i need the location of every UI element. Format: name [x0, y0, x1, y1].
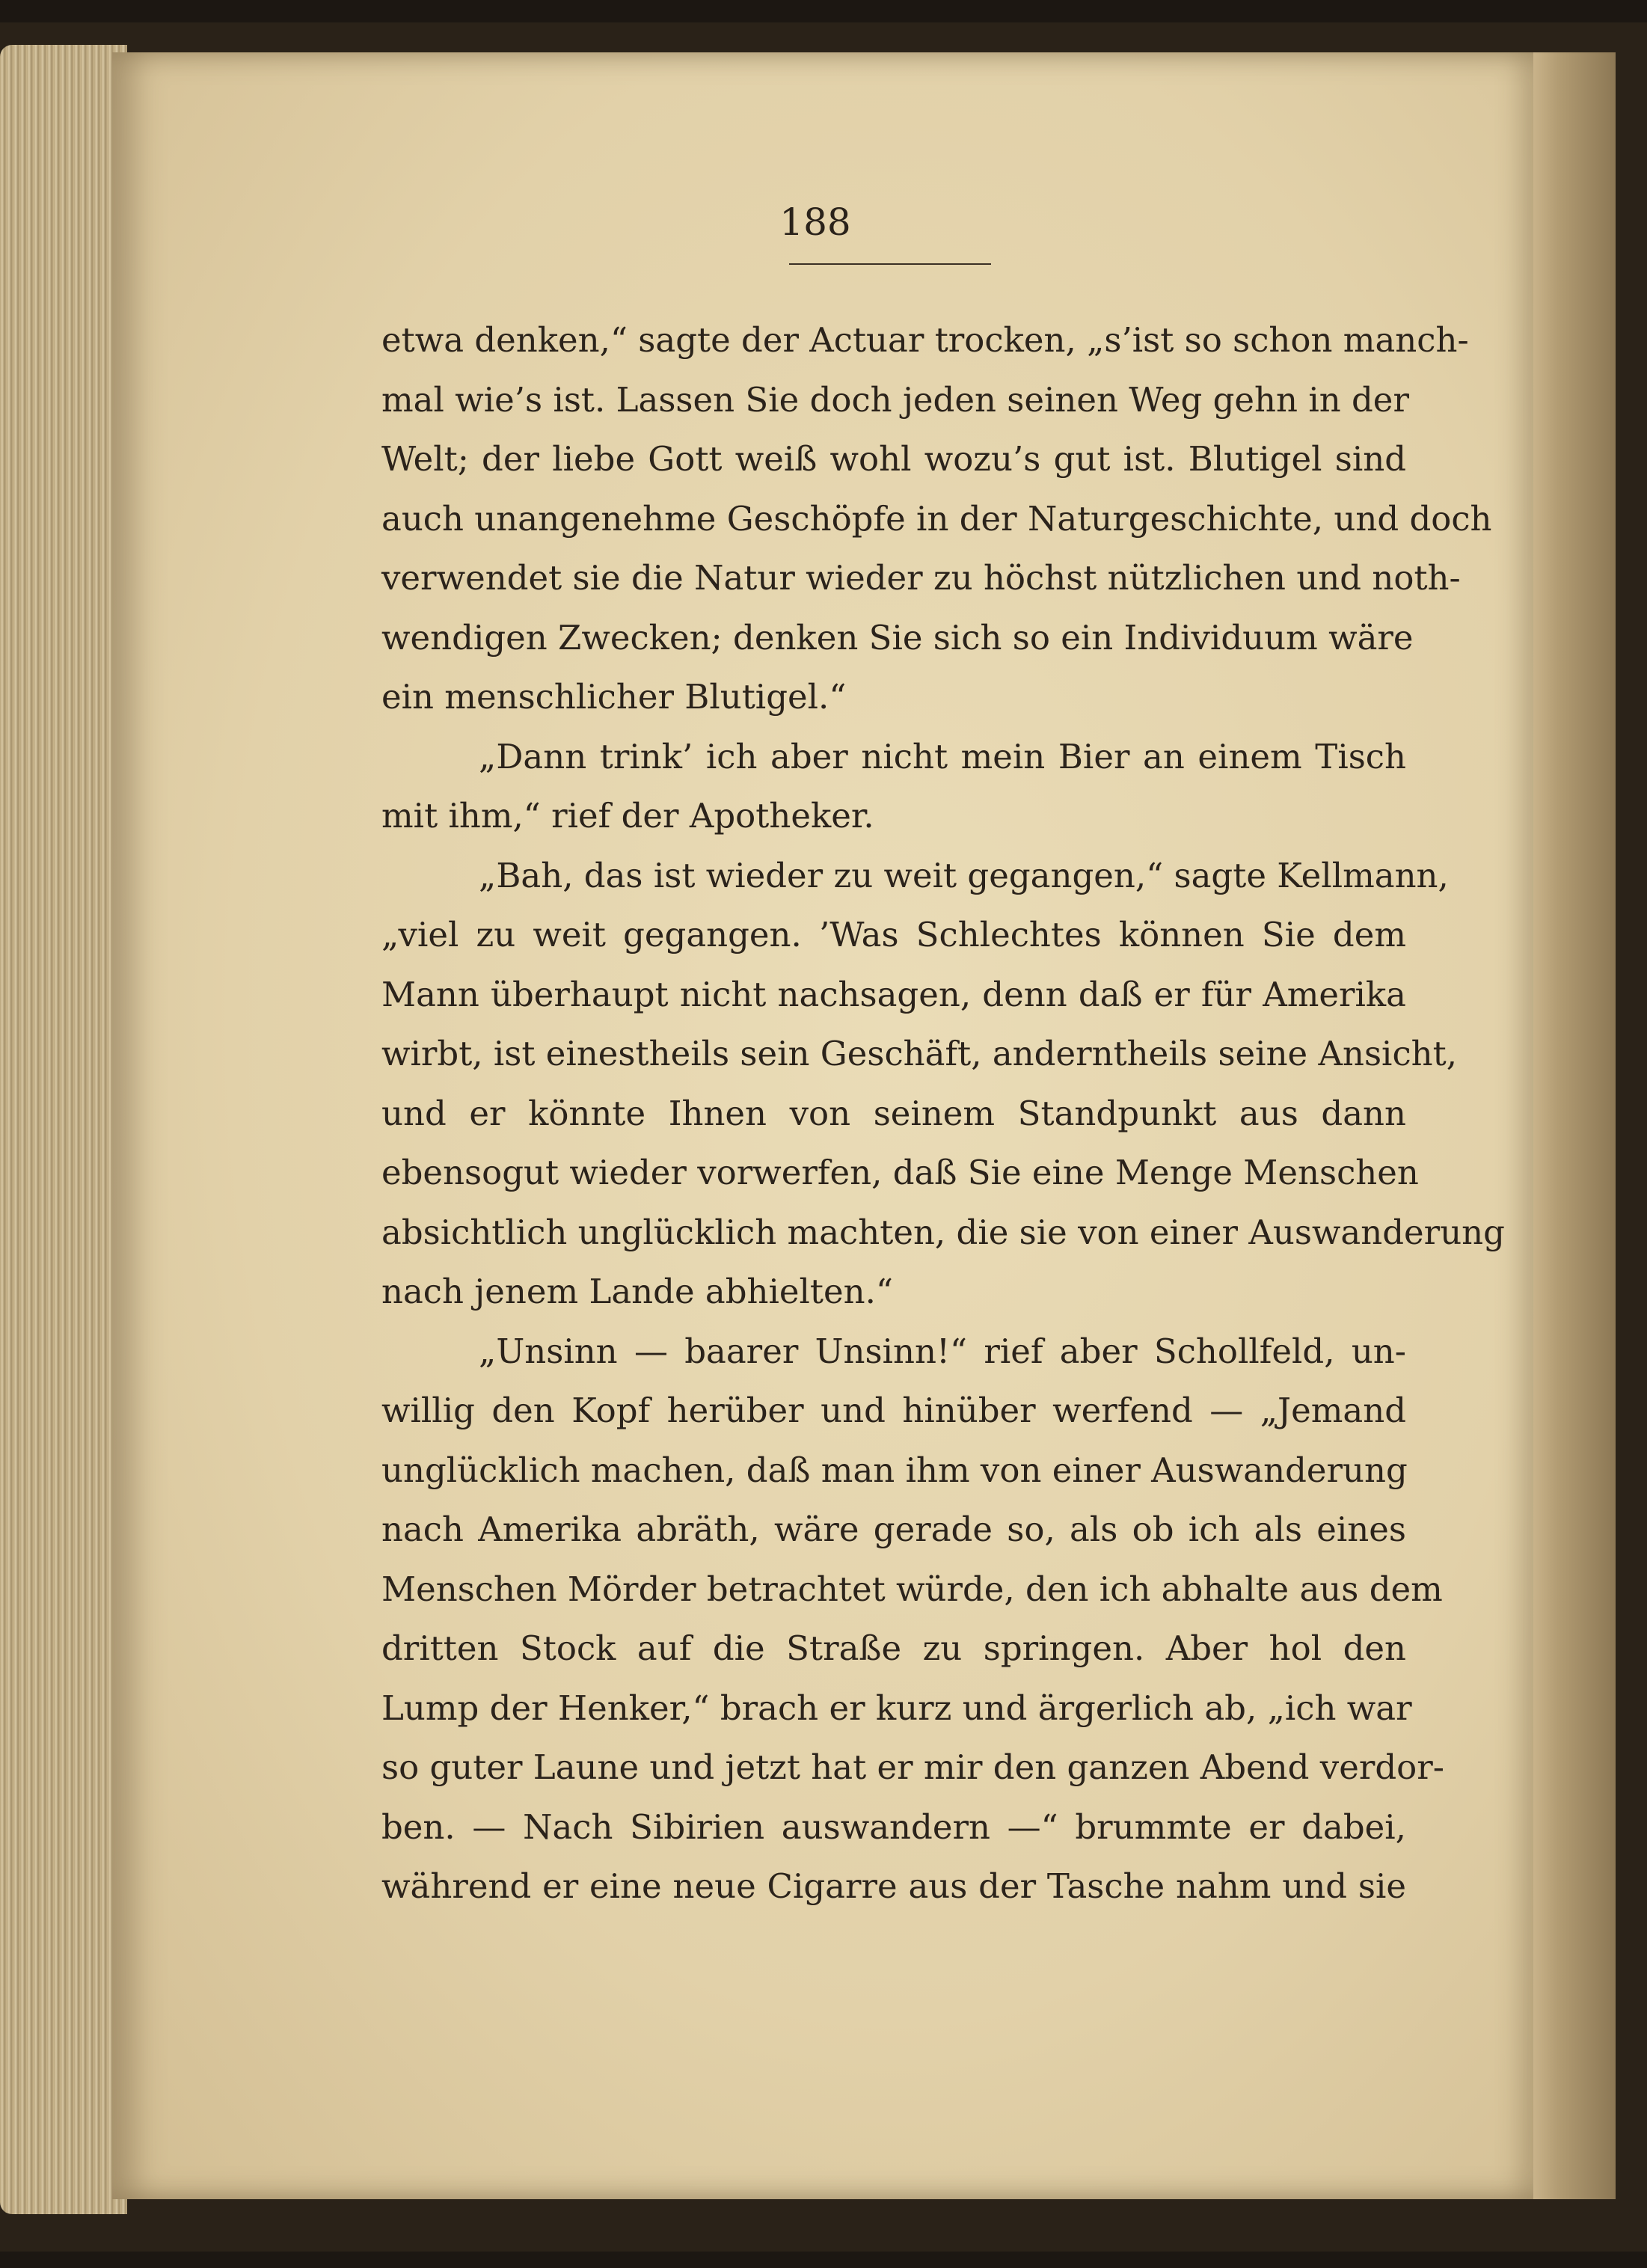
- header-rule: [789, 263, 991, 265]
- text-line: Mann überhaupt nicht nachsagen, denn daß er für Amerika: [381, 974, 1406, 1014]
- text-line: etwa denken,“ sagte der Actuar trocken, „s’ist so schon manch-: [381, 320, 1469, 360]
- page-number: 188: [779, 200, 851, 244]
- text-line: ein menschlicher Blutigel.“: [381, 677, 847, 717]
- page-stack-edge: [0, 45, 127, 2214]
- text-line: so guter Laune und jetzt hat er mir den ganzen Abend verdor-: [381, 1747, 1444, 1787]
- text-line: willig den Kopf herüber und hinüber werfend — „Jemand: [381, 1391, 1406, 1430]
- text-line: mit ihm,“ rief der Apotheker.: [381, 796, 874, 836]
- text-line: verwendet sie die Natur wieder zu höchst nützlichen und noth-: [381, 558, 1461, 598]
- right-page-edge: [1533, 52, 1616, 2199]
- text-line: absichtlich unglücklich machten, die sie von einer Auswanderung: [381, 1212, 1505, 1252]
- text-line: Lump der Henker,“ brach er kurz und ärgerlich ab, „ich war: [381, 1688, 1412, 1728]
- text-line: Welt; der liebe Gott weiß wohl wozu’s gut ist. Blutigel sind: [381, 439, 1406, 479]
- text-line: mal wie’s ist. Lassen Sie doch jeden seinen Weg gehn in der: [381, 379, 1409, 420]
- text-line: wirbt, ist einestheils sein Geschäft, anderntheils seine Ansicht,: [381, 1034, 1458, 1073]
- text-line: ben. — Nach Sibirien auswandern —“ brummte er dabei,: [381, 1806, 1406, 1847]
- text-line: ebensogut wieder vorwerfen, daß Sie eine Menge Menschen: [381, 1153, 1419, 1192]
- text-line: Menschen Mörder betrachtet würde, den ich abhalte aus dem: [381, 1569, 1443, 1609]
- text-line: wendigen Zwecken; denken Sie sich so ein Individuum wäre: [381, 617, 1414, 658]
- text-line: und er könnte Ihnen von seinem Standpunkt aus dann: [381, 1093, 1406, 1133]
- text-line: „Bah, das ist wieder zu weit gegangen,“ sagte Kellmann,: [479, 855, 1449, 895]
- body-text: [381, 310, 1505, 1916]
- text-line: dritten Stock auf die Straße zu springen. Aber hol den: [381, 1628, 1406, 1668]
- text-line: nach Amerika abräth, wäre gerade so, als ob ich als eines: [381, 1510, 1406, 1549]
- text-line: „viel zu weit gegangen. ’Was Schlechtes können Sie dem: [381, 915, 1406, 954]
- text-line: unglücklich machen, daß man ihm von einer Auswanderung: [381, 1450, 1408, 1490]
- text-line: „Unsinn — baarer Unsinn!“ rief aber Schollfeld, un-: [479, 1331, 1406, 1371]
- text-line: während er eine neue Cigarre aus der Tasche nahm und sie: [381, 1866, 1406, 1906]
- text-line: auch unangenehme Geschöpfe in der Naturgeschichte, und doch: [381, 498, 1492, 539]
- text-line: „Dann trink’ ich aber nicht mein Bier an einem Tisch: [479, 736, 1406, 776]
- text-line: nach jenem Lande abhielten.“: [381, 1272, 893, 1311]
